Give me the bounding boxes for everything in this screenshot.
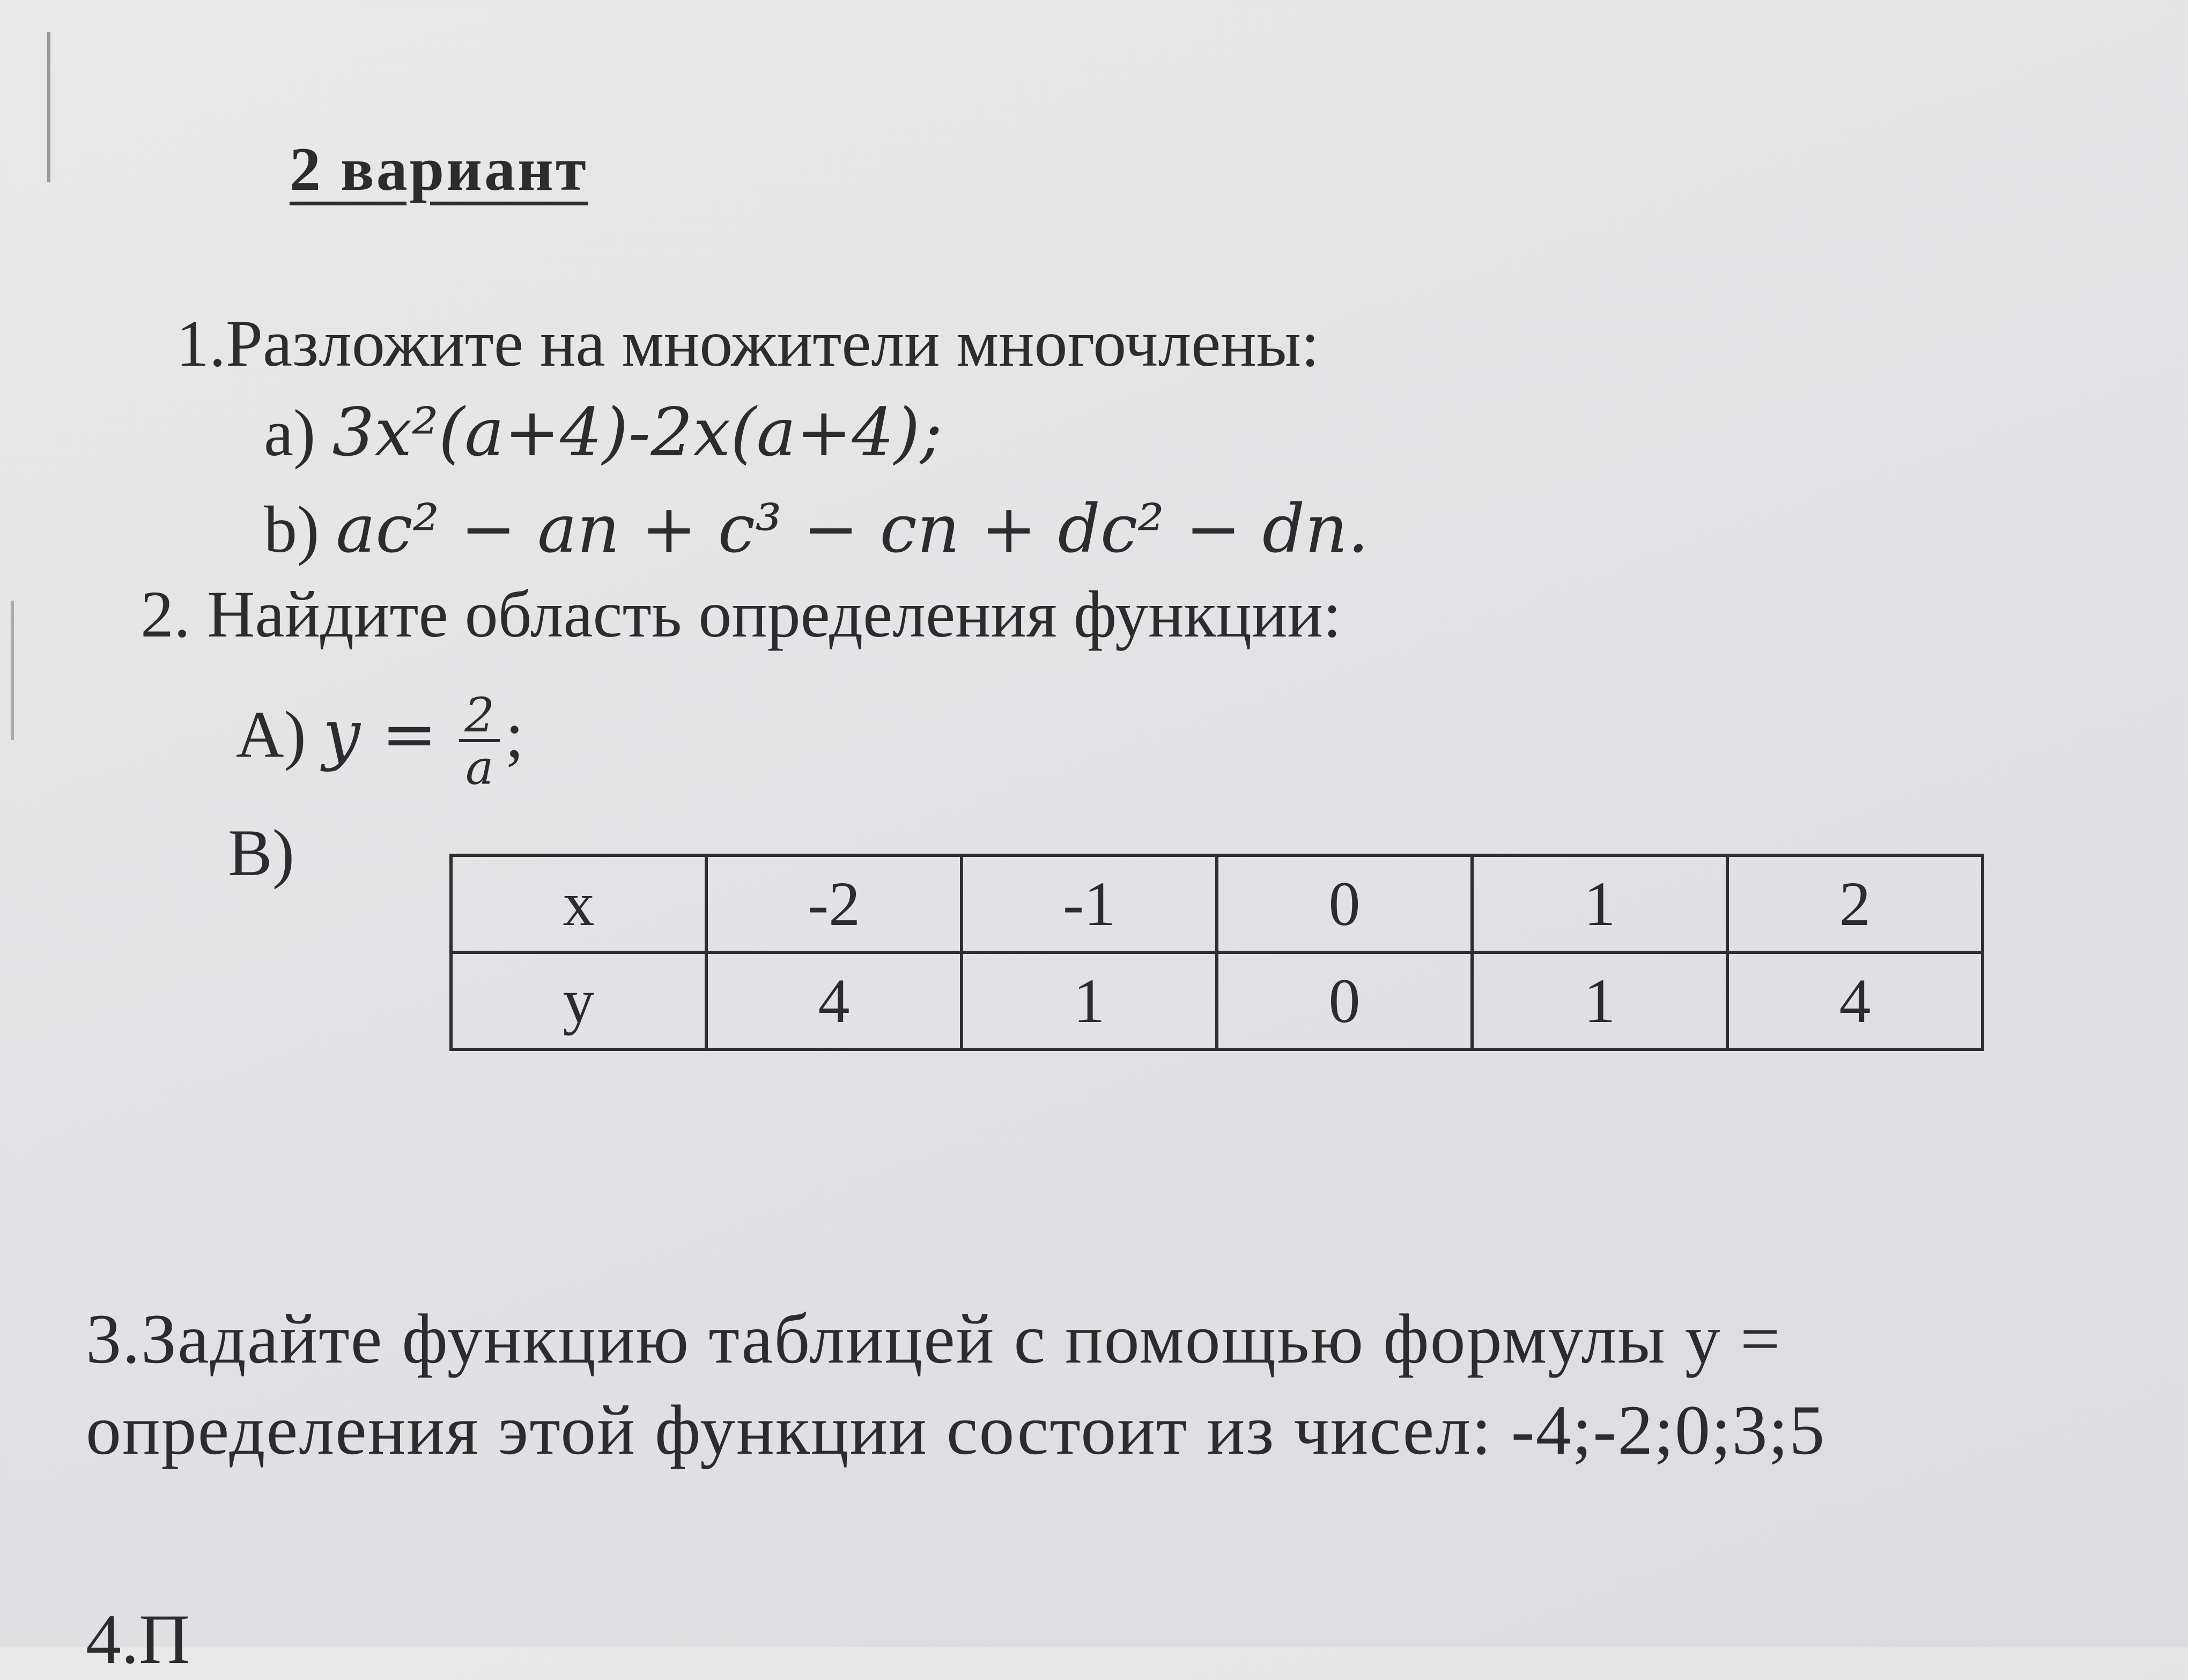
task-2a-label: A) xyxy=(236,698,306,772)
table-cell: y xyxy=(451,952,706,1049)
task-2-heading: 2. Найдите область определения функции: xyxy=(141,578,1342,651)
task-2a-end: ; xyxy=(505,698,524,772)
task-1b-label: b) xyxy=(264,493,320,566)
function-table xyxy=(449,854,1984,1051)
table-row-y xyxy=(451,952,1983,1049)
task-1a-expression: 3x²(a+4)-2x(a+4); xyxy=(332,394,943,471)
table-row-x xyxy=(451,855,1983,952)
table-cell: x xyxy=(451,855,706,952)
task-3-line-1: 3.Задайте функцию таблицей с помощью формулы y = xyxy=(86,1299,1782,1378)
table-cell: 4 xyxy=(1727,952,1983,1049)
table-cell: -2 xyxy=(706,855,962,952)
fraction xyxy=(459,687,500,795)
task-2b-label: B) xyxy=(228,816,294,890)
task-2a xyxy=(236,687,524,795)
task-2a-lhs: y = xyxy=(322,695,438,773)
margin-line xyxy=(47,32,50,182)
table-cell: 1 xyxy=(1472,855,1727,952)
task-1b xyxy=(264,491,1369,568)
table-cell: 1 xyxy=(1472,952,1727,1049)
table-cell: 0 xyxy=(1217,952,1472,1049)
task-1a xyxy=(264,394,942,471)
task-3-line-2: определения этой функции состоит из чисел: -4;-2;0;3;5 xyxy=(86,1390,1826,1469)
task-1-heading: 1.Разложите на множители многочлены: xyxy=(176,307,1320,380)
variant-title: 2 вариант xyxy=(290,135,588,204)
fraction-denominator: a xyxy=(465,740,494,795)
task-4-partial: 4.П xyxy=(86,1600,190,1678)
table-cell: 0 xyxy=(1217,855,1472,952)
fraction-numerator: 2 xyxy=(459,692,500,742)
margin-line xyxy=(11,601,14,740)
table-cell: 2 xyxy=(1727,855,1983,952)
table-cell: -1 xyxy=(962,855,1217,952)
task-1b-expression: ac² − an + c³ − cn + dc² − dn. xyxy=(336,491,1369,568)
task-1a-label: a) xyxy=(264,396,316,470)
table-cell: 4 xyxy=(706,952,962,1049)
table-cell: 1 xyxy=(962,952,1217,1049)
